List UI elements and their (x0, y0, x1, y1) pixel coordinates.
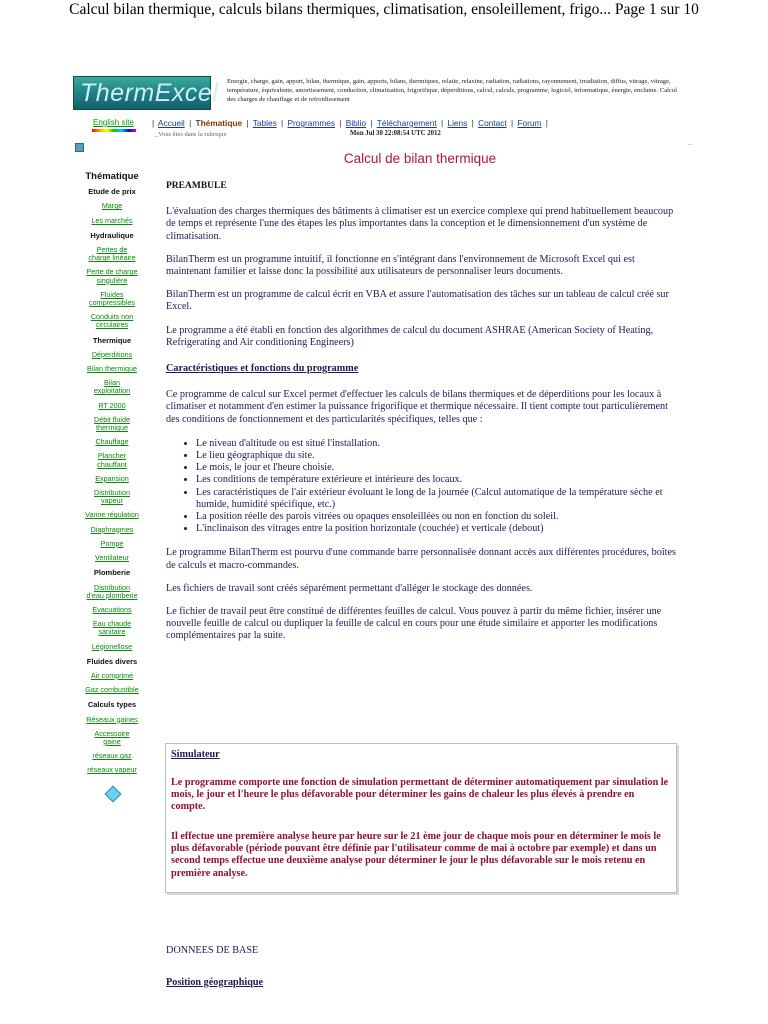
sidebar-heading: Thématique (85, 171, 139, 182)
top-navigation: | Accueil | Thématique | Tables | Programmes | Biblio | Téléchargement | Liens | Contact | Forum | (152, 118, 548, 128)
sidebar-subheading: Plomberie (93, 568, 131, 578)
simulateur-box (165, 743, 677, 893)
paragraph: Le fichier de travail peut être constitué de différentes feuilles de calcul. Vous pouvez à partir du même fichier, insérer une nouvelle feuille de calcul ou dupliquer la feuille de calcul en cours pour une étude similaire et apporter les modifications complémentaires par la suite. (166, 606, 662, 642)
sidebar-subheading: Etude de prix (88, 187, 136, 197)
sidebar-link[interactable]: Expansion (95, 473, 129, 483)
nav-tables[interactable]: Tables (252, 118, 277, 128)
sidebar-subheading: Hydraulique (90, 230, 134, 240)
nav-contact[interactable]: Contact (478, 118, 507, 128)
sidebar-link[interactable]: Réseaux gaines (86, 714, 138, 724)
sidebar-link[interactable]: Distribution d'eau plomberie (86, 582, 138, 600)
sidebar-link[interactable]: RT 2000 (98, 400, 126, 410)
sidebar-link[interactable]: Diaphragmes (90, 524, 134, 534)
datetime-stamp: Mon Jul 30 22:08:54 UTC 2012 (350, 130, 441, 137)
sidebar-link[interactable]: Pertes de charge linéaire (88, 245, 136, 263)
nav-liens[interactable]: Liens (447, 118, 468, 128)
paragraph: Les fichiers de travail sont créés séparément permettant d'alléger le stockage des données. (166, 582, 533, 594)
sidebar-link[interactable]: Plancher chauffant (97, 451, 127, 469)
sidebar-link[interactable]: Chauffage (95, 437, 129, 447)
sidebar-link[interactable]: réseaux gaz (92, 751, 132, 761)
paragraph: Ce programme de calcul sur Excel permet d'effectuer les calculs de bilans thermiques et de déperditions pour les locaux à climatiser et notamment d'en estimer la puissance frigorifique et thermique nécessaire. Il tient compte tout particulièrement des conditions de fonctionnement et des particularités spécifiques, telles que : (166, 389, 668, 425)
list-item: • L'inclinaison des vitrages entre la position horizontale (couchée) et verticale (debout) (196, 523, 682, 535)
english-site-link[interactable]: English site (93, 118, 134, 127)
sidebar-link[interactable]: Pompe (100, 538, 124, 548)
sidebar-link[interactable]: Accessoire gaine (94, 728, 130, 746)
sidebar-link[interactable]: Gaz combustible (85, 685, 139, 695)
list-item: • Le niveau d'altitude ou est situé l'installation. (196, 438, 682, 450)
corner-square-icon (75, 143, 84, 152)
list-item: • Le mois, le jour et l'heure choisie. (196, 462, 682, 474)
sidebar-subheading: Calculs types (87, 700, 137, 710)
thermexcel-logo[interactable]: ThermExcel (73, 76, 211, 110)
paragraph: Le programme BilanTherm est pourvu d'une commande barre personnalisée donnant accès aux différentes procédures, boîtes de calculs et macro-commandes. (166, 547, 676, 571)
keywords-text: Energie, charge, gain, apport, bilan, thermique, gain, apports, bilans, thermiques, relatie, relaxine, radiation, radiations, rayonnement, irradiation, diffus, vitrage, vitrage, température, équivalente, amortissement, conduction, climatisation, frigorifique, déperditions, calcul, calculs, programme, logiciel, informatique, énergie, enclume. Calcul des charges de chauffage et de refroidissement (227, 78, 677, 103)
sidebar (73, 173, 151, 775)
list-item: • Les conditions de température extérieure et intérieure des locaux. (196, 474, 682, 486)
paragraph: BilanTherm est un programme de calcul écrit en VBA et assure l'automatisation des tâches sur un tableau de calcul créé sur Excel. (166, 289, 669, 313)
position-heading[interactable]: Position géographique (166, 977, 264, 988)
preambule-heading: PREAMBULE (166, 181, 227, 191)
sidebar-subheading: Thermique (92, 335, 132, 345)
sidebar-link[interactable]: Bilan exploitation (93, 378, 131, 396)
rainbow-bar (92, 129, 136, 132)
nav-accueil[interactable]: Accueil (158, 118, 185, 128)
simulateur-paragraph: Il effectue une première analyse heure par heure sur le 21 ème jour de chaque mois pour en déterminer le mois le plus défavorable (période pouvant être définie par l'utilisateur comme de mai à octobre par exemple) et dans un second temps effectue une deuxième analyse pour déterminer le jour le plus défavorable sur le mois retenu en première analyse. (171, 831, 661, 879)
list-item: • Le lieu géographique du site. (196, 450, 682, 462)
sidebar-link[interactable]: Evacuations (92, 604, 132, 614)
features-list (166, 438, 682, 536)
simulateur-paragraph: Le programme comporte une fonction de simulation permettant de déterminer automatiquement par simulation le mois, le jour et l'heure le plus défavorable pour déterminer les gains de chaleur les plus élevés à prendre en compte. (171, 777, 669, 813)
sidebar-link[interactable]: Légionellose (91, 641, 133, 651)
sidebar-link[interactable]: Déperditions (91, 349, 133, 359)
sidebar-link[interactable]: Bilan thermique (87, 364, 137, 374)
page-title: Calcul de bilan thermique (343, 151, 497, 166)
sidebar-link[interactable]: Eau chaude sanitaire (92, 619, 132, 637)
sidebar-link[interactable]: Ventilateur (95, 553, 129, 563)
sidebar-link[interactable]: Air comprimé (90, 670, 134, 680)
paragraph: Le programme a été établi en fonction des algorithmes de calcul du document ASHRAE (American Society of Heating, Refrigerating and Air conditioning Engineers) (166, 324, 654, 348)
nav-biblio[interactable]: Biblio (345, 118, 367, 128)
simulateur-title: Simulateur (171, 749, 220, 760)
pdf-page-header: Calcul bilan thermique, calculs bilans thermiques, climatisation, ensoleillement, frigo... Page 1 sur 10 (69, 1, 699, 18)
sidebar-link[interactable]: Conduits non circulaires (90, 312, 134, 330)
sidebar-subheading: Fluides divers (86, 656, 138, 666)
diamond-nav-icon[interactable] (105, 786, 122, 803)
donnees-heading: DONNEES DE BASE (166, 945, 259, 956)
sidebar-link[interactable]: Distribution vapeur (94, 488, 130, 506)
sidebar-link[interactable]: Marge (101, 201, 123, 211)
nav-programmes[interactable]: Programmes (287, 118, 335, 128)
sidebar-link[interactable]: Débit fluide thermique (94, 414, 130, 433)
list-item: • La position réelle des parois vitrées ou opaques ensoleillées ou non en fonction du soleil. (196, 511, 682, 523)
main-content (166, 180, 682, 643)
sidebar-link[interactable]: Fluides compressibles (89, 289, 135, 308)
nav-forum[interactable]: Forum (517, 118, 542, 128)
sidebar-link[interactable]: réseaux vapeur (87, 765, 137, 775)
in-rubric-text: _Vous êtes dans la rubrique (155, 131, 227, 138)
list-item: • Les caractéristiques de l'air extérieur évoluant le long de la journée (Calcul automatique de la température sèche et humide, humidité spécifique, etc.) (196, 487, 682, 511)
paragraph: L'évaluation des charges thermiques des bâtiments à climatiser est un exercice complexe qui prend habituellement beaucoup de temps et représente l'une des étapes les plus importantes dans la conception et le dimensionnement d'un système de climatisation. (166, 206, 674, 242)
nav-thematique[interactable]: Thématique (195, 118, 243, 128)
nav-telechargement[interactable]: Téléchargement (376, 118, 437, 128)
paragraph: BilanTherm est un programme intuitif, il fonctionne en s'intégrant dans l'environnement de Microsoft Excel qui est maintenant familier et laisse donc la possibilité aux utilisateurs de personnaliser leurs documents. (166, 253, 635, 278)
sidebar-link[interactable]: Perte de charge singulière (86, 267, 138, 285)
dash-mark-icon: – (688, 139, 692, 148)
sidebar-link[interactable]: Vanne régulation (85, 510, 139, 520)
sidebar-link[interactable]: Les marchés (91, 215, 133, 225)
section-heading: Caractéristiques et fonctions du programme (166, 363, 359, 375)
